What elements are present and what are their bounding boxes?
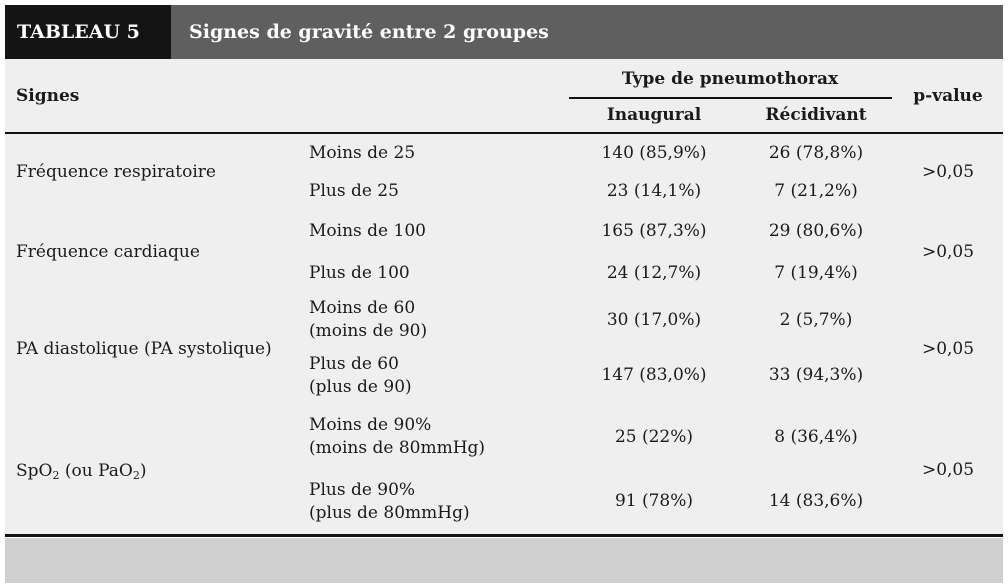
sign-label: SpO$_2$ (ou PaO$_2$) [16,461,147,482]
recidivant-value: 8 (36,4%) [774,427,858,447]
inaugural-value: 25 (22%) [614,427,694,447]
category-sublabel: (moins de 90) [309,321,428,341]
sign-label: PA diastolique (PA systolique) [16,339,272,359]
sign-label: Fréquence respiratoire [16,162,216,182]
column-header-pvalue: p-value [913,86,983,106]
category-label: Plus de 100 [309,263,410,283]
category-label: Moins de 60 [309,298,416,318]
column-header-recidivant: Récidivant [765,105,867,125]
recidivant-value: 33 (94,3%) [768,365,864,385]
category-sublabel: (moins de 80mmHg) [309,438,486,458]
inaugural-value: 140 (85,9%) [601,143,707,163]
inaugural-value: 165 (87,3%) [601,221,707,241]
category-label: Moins de 90% [309,415,432,435]
table-bottom-rule [5,534,1003,537]
column-group-header: Type de pneumothorax [621,69,839,89]
table-footer-bar [5,538,1003,583]
column-header-signes: Signes [16,86,80,106]
category-label: Plus de 90% [309,480,416,500]
column-header-inaugural: Inaugural [606,105,702,125]
sign-label: Fréquence cardiaque [16,242,200,262]
recidivant-value: 2 (5,7%) [779,310,853,330]
category-label: Moins de 25 [309,143,416,163]
category-label: Moins de 100 [309,221,426,241]
inaugural-value: 24 (12,7%) [606,263,702,283]
pvalue-cell: >0,05 [921,242,975,262]
inaugural-value: 147 (83,0%) [601,365,707,385]
recidivant-value: 7 (19,4%) [774,263,858,283]
recidivant-value: 7 (21,2%) [774,181,858,201]
data-table [5,59,1003,535]
pvalue-cell: >0,05 [921,162,975,182]
inaugural-value: 23 (14,1%) [606,181,702,201]
recidivant-value: 26 (78,8%) [768,143,864,163]
pvalue-cell: >0,05 [921,460,975,480]
group-header-underline [569,97,892,99]
recidivant-value: 29 (80,6%) [768,221,864,241]
category-sublabel: (plus de 80mmHg) [309,503,470,523]
inaugural-value: 91 (78%) [614,491,694,511]
category-label: Plus de 25 [309,181,399,201]
table-number: TABLEAU 5 [5,5,171,59]
inaugural-value: 30 (17,0%) [606,310,702,330]
table-header-bar [5,5,1003,59]
header-divider [5,132,1003,134]
table-title: Signes de gravité entre 2 groupes [189,21,549,43]
category-sublabel: (plus de 90) [309,377,412,397]
recidivant-value: 14 (83,6%) [768,491,864,511]
category-label: Plus de 60 [309,354,399,374]
pvalue-cell: >0,05 [921,339,975,359]
